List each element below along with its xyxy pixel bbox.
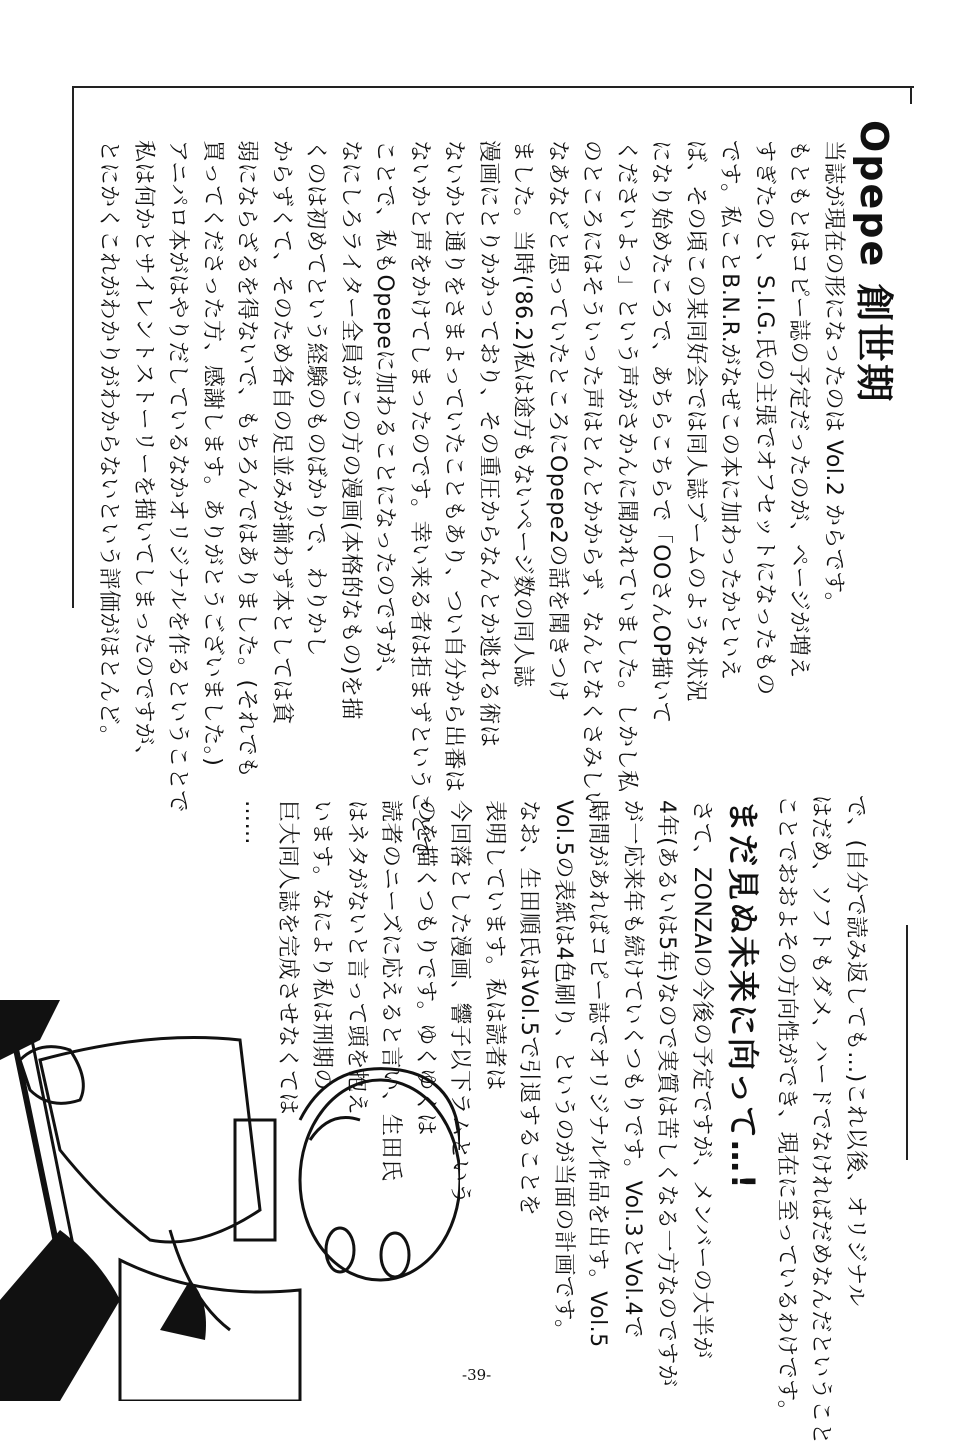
character-illustration [0,1000,460,1401]
article1-line: 私は何かとサイレントストーリーを描いてしまったのですが、 [131,140,156,768]
article2-line: が一応来年も続けていくつもりです。Vol.3とVol.4で [620,800,645,1339]
article2-line: …… [240,800,266,845]
article2-line: 今回落とした漫画、響子以下ラムという [447,800,473,1205]
article2-line: Vol.5の表紙は4色刷り、というのが当面の計画です。 [551,800,576,1342]
article1-line: 当誌が現在の形になったのは Vol.2 からです。 [821,140,846,615]
article1-line: ないかと通りをさまよっていたこともあり、つい自分から出番は [441,140,467,793]
article2-line: 読者のニーズに応えると言い、生田氏 [378,800,404,1182]
article2-line: 4年(あるいは5年)なので実質は苦しくなる一方なのですが [654,800,680,1388]
article1-heading: Opepe 創世期 [852,120,896,404]
article1-line: とにかくこれがわかりがわからないという評価がほとんど。 [96,140,122,748]
article2-heading: まだ見ぬ未来に向って…! [724,800,762,1191]
article1-line: ば、その頃この某同好会では同人誌ブームのような状況 [683,140,708,702]
page-number: -39- [462,1366,492,1384]
article1-line: くのは初めてという経験のものばかりで、わりかし [303,140,329,658]
article1-line: です。私ことB.N.R.がなぜこの本に加わったかといえ [717,140,743,681]
article2-line: います。なにより私は刑期の [309,800,335,1091]
article1-line: くださいよっ」という声がさかんに聞かれていました。しかし私 [614,140,639,793]
article1-line: からずくて、そのため各自の足並みが揃わず本としては貧 [269,140,294,725]
article1-line: もともとはコピー誌の予定だったのが、ページが増え [786,140,812,679]
article2-intro-line: ことでおおよその方向性ができ、現在に至っているわけです。 [774,795,799,1423]
article1-body [91,140,850,858]
article1-line: すぎたのと、S.I.G.氏の主張でオフセットになったもの [752,140,777,696]
frame-tick [910,86,912,104]
article2-intro-line: はだめ、ソフトもダメ、ハードでなければだめなんだということ [808,795,834,1445]
article2-line: 時間があればコピー誌でオリジナル作品を出す。Vol.5 [585,800,611,1348]
article2-line: なお、生田順氏はVol.5で引退することを [516,800,542,1217]
article2-line: はネタがないと言って頭を抱え [344,800,369,1116]
article1-line: 買ってくださった方、感謝します。ありがとうございました。) [200,140,225,767]
article1-line: 漫画にとりかかっており、その重圧からなんとか逃れる術は [476,140,501,748]
article1-line: ことで、私もOpepeに加わることになったのですが、 [372,140,398,687]
article1-line: ました。当時('86.2)私は途方もないページ数の同人誌 [510,140,536,688]
article2-line: 表明しています。私は読者は [482,800,507,1091]
article2-line: のを描くつもりです。ゆくゆくは [413,800,438,1136]
article1-line: になり始めたころで、あちらこちらで「OOさんOP描いて [648,140,674,724]
article2-intro-line: で、(自分で読み返しても…)これ以後、オリジナル [843,795,868,1307]
divider-line [906,925,908,1160]
article2-line: 巨大同人誌を完成させなくては [275,800,300,1116]
article1-line: アニパロ本がはやりだしているなかオリジナルを作るということで [165,140,191,813]
article2-line: さて、ZONZAIの今後の予定ですが、メンバーの大半が [689,800,714,1359]
article1-line: 弱にならざるを得ないで、もちろんではありました。(それでも [234,140,260,779]
article1-line: のところにはそういった声はとんとかからず、なんとなくさみしい [579,140,605,814]
article2-intro [769,795,873,1445]
article1-line: なにしろライター全員がこの方の漫画(本格的なもの)を描 [338,140,363,721]
article1-line: ないかと声をかけてしまったのです。幸い来る者は拒まずということで [407,140,432,859]
article1-line: なあなどと思っていたところにOpepe2の話を聞きつけ [545,140,570,702]
